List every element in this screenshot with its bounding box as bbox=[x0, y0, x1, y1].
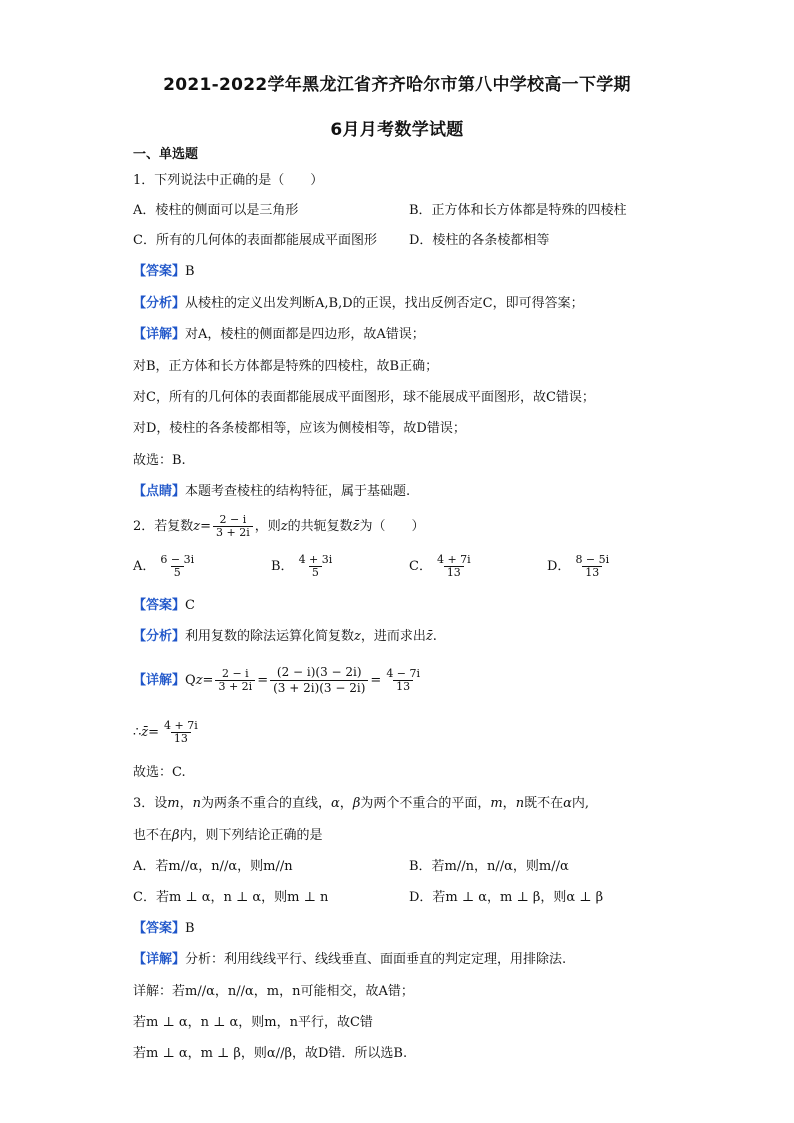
q1-detail-4: 对D，棱柱的各条棱都相等，应该为侧棱相等，故D错误； bbox=[133, 421, 466, 436]
q2-stem-mid-2: 的共轭复数 bbox=[287, 519, 353, 534]
q1-detail-1 bbox=[133, 326, 425, 344]
q3-detail-3: 若m ⊥ α，m ⊥ β，则α//β，故D错．所以选B. bbox=[133, 1046, 408, 1061]
analysis-tag: 【分析】 bbox=[133, 629, 186, 644]
q1-analysis bbox=[133, 295, 584, 313]
q1-option-b: B．正方体和长方体都是特殊的四棱柱 bbox=[409, 203, 627, 218]
option-label: D． bbox=[547, 559, 571, 574]
var-z-conjugate: z̄ bbox=[352, 519, 360, 534]
var-n: n bbox=[192, 796, 201, 811]
q3-text: 内, bbox=[571, 796, 589, 811]
var-z: z bbox=[193, 519, 201, 534]
detail-fraction-2 bbox=[270, 665, 368, 696]
section-heading: 一、单选题 bbox=[133, 147, 199, 162]
detail-fraction-1 bbox=[215, 668, 255, 693]
q3-detail-1: 详解：若m//α，n//α，m，n可能相交，故A错； bbox=[133, 984, 414, 999]
title-line-2: 6月月考数学试题 bbox=[330, 120, 464, 140]
var-m: m bbox=[167, 796, 180, 811]
q2-stem-fraction bbox=[213, 514, 253, 539]
q1-detail-3: 对C，所有的几何体的表面都能展成平面图形，球不能展成平面图形，故C错误； bbox=[133, 390, 595, 405]
q2-stem-end: 为（ ） bbox=[359, 519, 425, 534]
option-fraction bbox=[434, 554, 474, 579]
q1-option-a: A．棱柱的侧面可以是三角形 bbox=[133, 203, 299, 218]
q3-option-b: B．若m//n，n//α，则m//α bbox=[409, 859, 569, 874]
var-z-conjugate: z̄ bbox=[141, 725, 149, 740]
var-beta: β bbox=[172, 828, 180, 843]
equals-sign: = bbox=[200, 519, 212, 534]
fraction-numerator: (2 − i)(3 − 2i) bbox=[276, 665, 362, 679]
fraction-denominator: 5 bbox=[171, 566, 184, 579]
q2-stem-mid: ，则 bbox=[254, 519, 281, 534]
q3-text: ， bbox=[339, 796, 353, 811]
q2-stem bbox=[133, 512, 425, 542]
fraction-numerator: 4 + 7i bbox=[436, 553, 471, 566]
detail-prefix: Q bbox=[185, 673, 196, 688]
q1-option-c: C．所有的几何体的表面都能展成平面图形 bbox=[133, 233, 377, 248]
q3-option-a: A．若m//α，n//α，则m//n bbox=[133, 859, 293, 874]
var-alpha: α bbox=[331, 796, 340, 811]
fraction-numerator: 4 + 7i bbox=[164, 719, 198, 732]
var-z: z bbox=[195, 673, 203, 688]
q3-text: 内，则下列结论正确的是 bbox=[179, 828, 323, 843]
q3-text: 为两个不重合的平面， bbox=[360, 796, 491, 811]
option-fraction bbox=[157, 554, 197, 579]
equals-sign: = bbox=[202, 673, 214, 688]
q3-text: 为两条不重合的直线， bbox=[201, 796, 332, 811]
q3-text: 也不在 bbox=[133, 828, 173, 843]
var-n: n bbox=[515, 796, 525, 811]
q2-result bbox=[133, 718, 203, 748]
q2-choose: 故选：C. bbox=[133, 765, 186, 780]
answer-tag: 【答案】 bbox=[133, 598, 186, 613]
analysis-text-2: ，进而求出 bbox=[360, 629, 426, 644]
comment-tag: 【点睛】 bbox=[133, 484, 186, 499]
option-label: C． bbox=[409, 559, 432, 574]
fraction-denominator: 13 bbox=[582, 566, 602, 579]
q2-option-a bbox=[133, 552, 199, 582]
fraction-numerator: 2 − i bbox=[219, 513, 247, 526]
comment-text: 本题考查棱柱的结构特征，属于基础题. bbox=[185, 484, 411, 499]
q1-comment bbox=[133, 483, 410, 501]
var-z: z bbox=[280, 519, 288, 534]
option-label: A． bbox=[133, 559, 156, 574]
detail-tag: 【详解】 bbox=[133, 327, 186, 342]
equals-sign: = bbox=[370, 673, 382, 688]
q2-option-b bbox=[271, 552, 337, 582]
q1-answer bbox=[133, 263, 195, 281]
fraction-numerator: 4 + 3i bbox=[298, 553, 333, 566]
var-alpha: α bbox=[563, 796, 572, 811]
q3-stem-line-2 bbox=[133, 827, 323, 845]
equals-sign: = bbox=[148, 725, 160, 740]
q3-option-c: C．若m ⊥ α，n ⊥ α，则m ⊥ n bbox=[133, 890, 329, 905]
q3-text: ， bbox=[502, 796, 516, 811]
q2-option-c bbox=[409, 552, 476, 582]
fraction-denominator: 3 + 2i bbox=[215, 680, 255, 693]
q3-detail-0 bbox=[133, 951, 566, 969]
var-z-conjugate: z̄ bbox=[425, 629, 433, 644]
detail-text: 分析：利用线线平行、线线垂直、面面垂直的判定定理，用排除法. bbox=[185, 952, 567, 967]
answer-value: B bbox=[185, 921, 195, 936]
fraction-denominator: 13 bbox=[444, 566, 464, 579]
answer-value: C bbox=[185, 598, 195, 613]
equals-sign: = bbox=[257, 673, 269, 688]
q3-detail-2: 若m ⊥ α，n ⊥ α，则m，n平行，故C错 bbox=[133, 1015, 373, 1030]
q3-option-d: D．若m ⊥ α，m ⊥ β，则α ⊥ β bbox=[409, 890, 604, 905]
fraction-numerator: 8 − 5i bbox=[575, 553, 610, 566]
q2-stem-prefix: 2．若复数 bbox=[133, 519, 194, 534]
q1-stem: 1．下列说法中正确的是（ ） bbox=[133, 173, 324, 188]
detail-tag: 【详解】 bbox=[133, 673, 186, 688]
q1-detail-2: 对B，正方体和长方体都是特殊的四棱柱，故B正确； bbox=[133, 359, 439, 374]
q1-choose: 故选：B. bbox=[133, 453, 186, 468]
answer-tag: 【答案】 bbox=[133, 264, 186, 279]
q3-answer bbox=[133, 920, 195, 938]
fraction-denominator: 13 bbox=[393, 680, 413, 693]
title-line-1: 2021-2022学年黑龙江省齐齐哈尔市第八中学校高一下学期 bbox=[163, 75, 631, 95]
option-fraction bbox=[572, 554, 612, 579]
q2-option-d bbox=[547, 552, 614, 582]
option-label: B． bbox=[271, 559, 294, 574]
fraction-numerator: 4 − 7i bbox=[386, 667, 421, 680]
analysis-tag: 【分析】 bbox=[133, 296, 186, 311]
var-z: z bbox=[354, 629, 361, 644]
q2-detail bbox=[133, 664, 425, 698]
q3-text: 3．设 bbox=[133, 796, 168, 811]
q2-answer bbox=[133, 597, 195, 615]
therefore-sign: ∴ bbox=[133, 725, 142, 740]
q1-option-d: D．棱柱的各条棱都相等 bbox=[409, 233, 550, 248]
q2-analysis bbox=[133, 628, 437, 646]
fraction-denominator: 5 bbox=[309, 566, 322, 579]
q3-text: 既不在 bbox=[524, 796, 564, 811]
analysis-text: 利用复数的除法运算化简复数 bbox=[185, 629, 355, 644]
var-beta: β bbox=[352, 796, 361, 811]
analysis-text: 从棱柱的定义出发判断A,B,D的正误，找出反例否定C，即可得答案； bbox=[185, 296, 584, 311]
detail-fraction-3 bbox=[383, 668, 423, 693]
fraction-numerator: 6 − 3i bbox=[160, 553, 195, 566]
q3-stem-line-1 bbox=[133, 795, 589, 813]
answer-tag: 【答案】 bbox=[133, 921, 186, 936]
answer-value: B bbox=[185, 264, 195, 279]
option-fraction bbox=[296, 554, 336, 579]
fraction-denominator: 3 + 2i bbox=[213, 526, 253, 539]
detail-tag: 【详解】 bbox=[133, 952, 186, 967]
fraction-denominator: (3 + 2i)(3 − 2i) bbox=[270, 680, 368, 696]
fraction-numerator: 2 − i bbox=[221, 667, 249, 680]
result-fraction bbox=[161, 720, 201, 745]
analysis-end: . bbox=[432, 629, 437, 644]
detail-text: 对A，棱柱的侧面都是四边形，故A错误； bbox=[185, 327, 425, 342]
q3-text: ， bbox=[179, 796, 193, 811]
var-m: m bbox=[490, 796, 503, 811]
fraction-denominator: 13 bbox=[171, 732, 191, 745]
